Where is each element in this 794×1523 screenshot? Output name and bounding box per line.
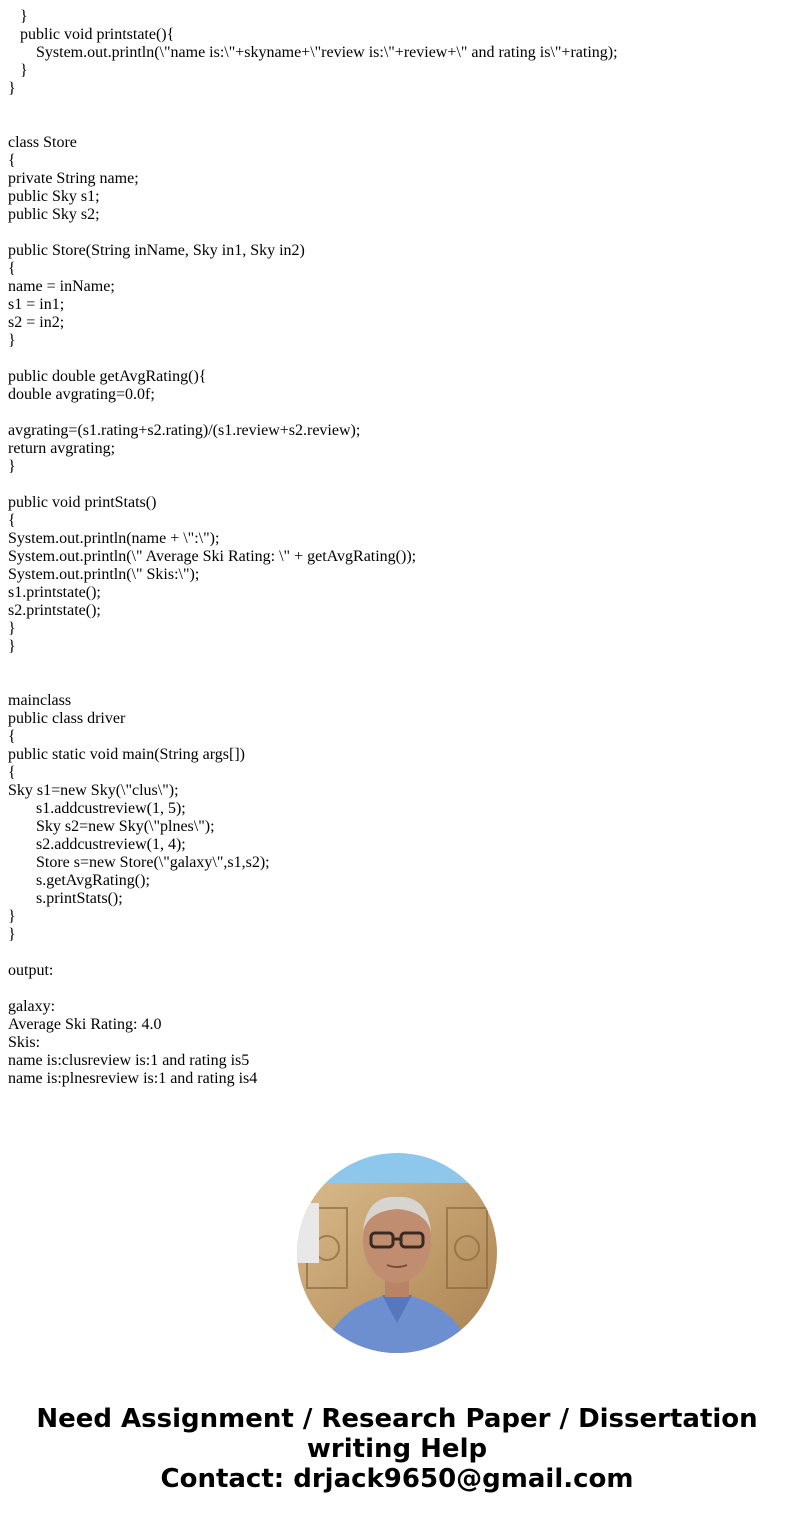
code-line: s.getAvgRating();: [8, 872, 150, 889]
code-line: {: [8, 728, 16, 745]
code-line: [8, 98, 788, 116]
banner-contact-line: Contact: drjack9650@gmail.com: [160, 1464, 634, 1494]
code-line: Store s=new Store(\"galaxy\",s1,s2);: [8, 854, 270, 871]
banner-line-1: Need Assignment / Research Paper / Dissertation: [36, 1404, 758, 1434]
code-line: public static void main(String args[]): [8, 746, 245, 763]
code-line: s2.printstate();: [8, 602, 101, 619]
code-line: [8, 404, 788, 422]
code-line: avgrating=(s1.rating+s2.rating)/(s1.review+s2.review);: [8, 422, 361, 439]
code-line: }: [8, 908, 16, 925]
code-line: private String name;: [8, 170, 139, 187]
code-line: public double getAvgRating(){: [8, 368, 207, 385]
code-line: s.printStats();: [8, 890, 123, 907]
portrait-icon: [297, 1153, 497, 1353]
code-line: {: [8, 260, 16, 277]
code-line: [8, 116, 788, 134]
banner-line-2: writing Help: [306, 1434, 488, 1464]
code-line: mainclass: [8, 692, 72, 709]
code-line: output:: [8, 962, 54, 979]
author-photo: [297, 1153, 497, 1353]
code-line: }: [8, 8, 28, 25]
code-line: s2 = in2;: [8, 314, 65, 331]
code-line: System.out.println(\"name is:\"+skyname+\"review is:\"+review+\" and rating is\"+rating);: [8, 44, 618, 61]
code-line: s1.addcustreview(1, 5);: [8, 800, 186, 817]
code-line: Average Ski Rating: 4.0: [8, 1016, 162, 1033]
code-line: }: [8, 80, 16, 97]
code-line: return avgrating;: [8, 440, 116, 457]
code-line: Sky s2=new Sky(\"plnes\");: [8, 818, 215, 835]
code-line: public Sky s2;: [8, 206, 100, 223]
code-line: s1 = in1;: [8, 296, 65, 313]
code-line: [8, 476, 788, 494]
code-line: }: [8, 332, 16, 349]
code-line: public Sky s1;: [8, 188, 100, 205]
code-line: [8, 674, 788, 692]
code-line: }: [8, 926, 16, 943]
contact-banner: [0, 1404, 794, 1494]
code-line: {: [8, 512, 16, 529]
code-line: Skis:: [8, 1034, 41, 1051]
code-line: name is:plnesreview is:1 and rating is4: [8, 1070, 258, 1087]
code-line: [8, 350, 788, 368]
code-line: s2.addcustreview(1, 4);: [8, 836, 186, 853]
code-line: class Store: [8, 134, 77, 151]
code-line: System.out.println(\" Skis:\");: [8, 566, 200, 583]
code-line: public void printstate(){: [8, 26, 175, 43]
code-line: {: [8, 152, 16, 169]
code-line: [8, 656, 788, 674]
code-line: public Store(String inName, Sky in1, Sky in2): [8, 242, 305, 259]
code-listing: [8, 8, 788, 1088]
code-line: Sky s1=new Sky(\"clus\");: [8, 782, 179, 799]
code-line: public class driver: [8, 710, 126, 727]
code-line: galaxy:: [8, 998, 56, 1015]
code-line: }: [8, 638, 16, 655]
code-line: }: [8, 62, 28, 79]
code-line: public void printStats(): [8, 494, 157, 511]
code-line: s1.printstate();: [8, 584, 101, 601]
code-line: name is:clusreview is:1 and rating is5: [8, 1052, 250, 1069]
code-line: [8, 944, 788, 962]
code-line: System.out.println(\" Average Ski Rating: \" + getAvgRating());: [8, 548, 417, 565]
code-line: }: [8, 620, 16, 637]
code-line: [8, 224, 788, 242]
code-line: double avgrating=0.0f;: [8, 386, 155, 403]
code-line: [8, 980, 788, 998]
code-line: System.out.println(name + \":\");: [8, 530, 220, 547]
code-line: name = inName;: [8, 278, 115, 295]
code-line: }: [8, 458, 16, 475]
code-line: {: [8, 764, 16, 781]
